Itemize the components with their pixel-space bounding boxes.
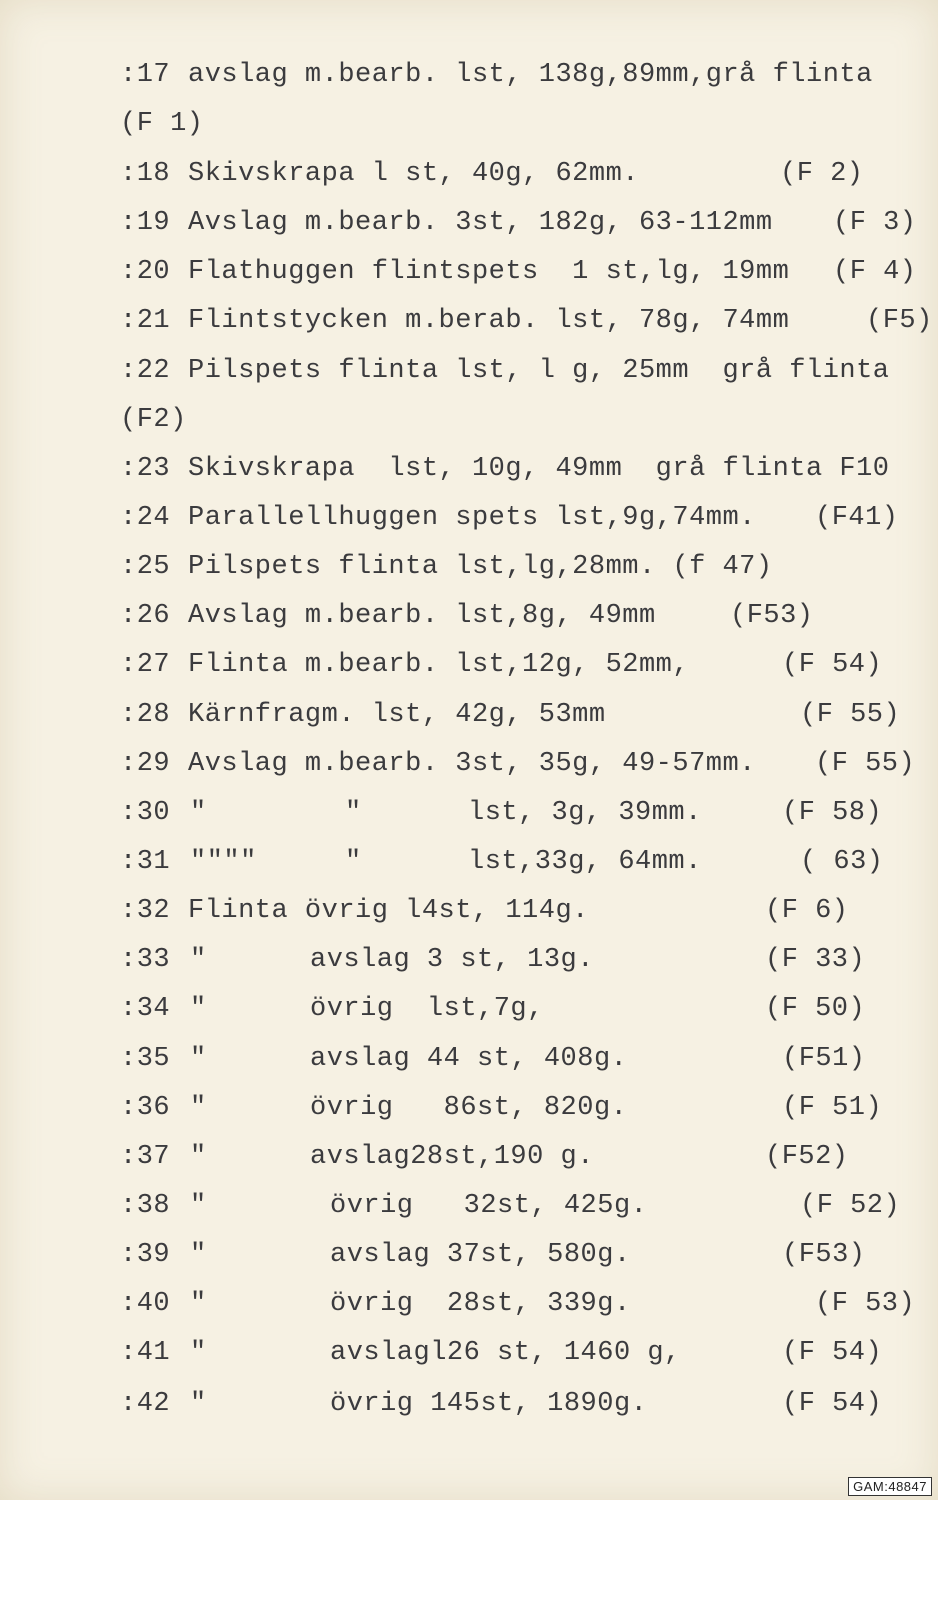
list-item: [0, 1137, 849, 1177]
find-tag: (F 54): [782, 650, 883, 680]
list-item: [0, 498, 899, 538]
item-number: :32: [120, 896, 171, 926]
find-tag: (F 52): [800, 1191, 901, 1221]
item-number: :42: [120, 1389, 171, 1419]
list-item: [0, 793, 883, 833]
item-number: :34: [120, 994, 171, 1024]
item-text: Flinta m.bearb. lst,12g, 52mm,: [188, 650, 690, 680]
item-text: Avslag m.bearb. lst,8g, 49mm: [188, 601, 656, 631]
item-text: lst, 3g, 39mm.: [468, 798, 702, 828]
archive-stamp: GAM:48847: [848, 1477, 932, 1496]
list-item: [0, 252, 917, 292]
item-text: övrig 28st, 339g.: [330, 1289, 631, 1319]
find-tag: (F41): [815, 503, 899, 533]
item-text: övrig 86st, 820g.: [310, 1093, 628, 1123]
list-item: [0, 351, 890, 391]
ditto-mark: ": [190, 1240, 207, 1270]
item-number: :33: [120, 945, 171, 975]
list-item: [0, 1039, 866, 1079]
item-number: :18: [120, 159, 171, 189]
find-tag: (F 55): [800, 700, 901, 730]
ditto-mark: ": [345, 847, 362, 877]
item-text: Kärnfragm. lst, 42g, 53mm: [188, 700, 606, 730]
ditto-mark: ": [190, 798, 207, 828]
find-tag: (F53): [782, 1240, 866, 1270]
item-number: :38: [120, 1191, 171, 1221]
find-tag: ( 63): [800, 847, 884, 877]
ditto-mark: ": [190, 994, 207, 1024]
find-tag: (F 53): [815, 1289, 916, 1319]
item-text: Skivskrapa lst, 10g, 49mm grå flinta F10: [188, 454, 890, 484]
find-tag: (F 58): [782, 798, 883, 828]
item-number: :17: [120, 60, 171, 90]
list-item: [0, 596, 814, 636]
item-number: :25: [120, 552, 171, 582]
item-text: avslag 3 st, 13g.: [310, 945, 594, 975]
list-item: [0, 1333, 883, 1373]
item-number: :19: [120, 208, 171, 238]
item-text: övrig 145st, 1890g.: [330, 1389, 648, 1419]
item-number: :29: [120, 749, 171, 779]
item-text: avslag 37st, 580g.: [330, 1240, 631, 1270]
find-tag: (F 4): [833, 257, 917, 287]
ditto-mark: """": [190, 847, 257, 877]
list-item: [0, 301, 933, 341]
find-tag: (F 54): [782, 1338, 883, 1368]
item-text: övrig lst,7g,: [310, 994, 544, 1024]
find-tag: (F51): [782, 1044, 866, 1074]
ditto-mark: ": [190, 1044, 207, 1074]
list-item: [0, 55, 873, 95]
item-text: Flinta övrig l4st, 114g.: [188, 896, 589, 926]
item-text: Pilspets flinta lst,lg,28mm. (f 47): [188, 552, 773, 582]
find-tag: (F53): [730, 601, 814, 631]
list-item: [0, 1384, 883, 1424]
item-text: lst,33g, 64mm.: [468, 847, 702, 877]
list-item: [0, 1284, 916, 1324]
list-item: [0, 1186, 901, 1226]
find-tag: (F 2): [780, 159, 864, 189]
item-text: Flathuggen flintspets 1 st,lg, 19mm: [188, 257, 790, 287]
item-text: Avslag m.bearb. 3st, 182g, 63-112mm: [188, 208, 773, 238]
ditto-mark: ": [190, 1389, 207, 1419]
ditto-mark: ": [190, 1191, 207, 1221]
item-number: :26: [120, 601, 171, 631]
item-text: avslag28st,190 g.: [310, 1142, 594, 1172]
list-item: [0, 695, 901, 735]
ditto-mark: ": [190, 1093, 207, 1123]
find-tag: (F 51): [782, 1093, 883, 1123]
list-item: [0, 842, 884, 882]
list-item: [0, 989, 866, 1029]
list-item: [0, 891, 849, 931]
find-tag: (F 55): [815, 749, 916, 779]
find-tag: (F5): [866, 306, 933, 336]
list-item: [0, 940, 866, 980]
find-tag: (F 54): [782, 1389, 883, 1419]
item-number: :39: [120, 1240, 171, 1270]
list-item: [0, 1235, 866, 1275]
item-number: :20: [120, 257, 171, 287]
list-item: [0, 154, 864, 194]
list-item: [0, 104, 204, 144]
item-number: :37: [120, 1142, 171, 1172]
ditto-mark: ": [345, 798, 362, 828]
item-number: :30: [120, 798, 171, 828]
item-text: avslag m.bearb. lst, 138g,89mm,grå flinta: [188, 60, 873, 90]
item-text: (F 1): [120, 109, 204, 139]
list-item: [0, 744, 916, 784]
item-text: avslag 44 st, 408g.: [310, 1044, 628, 1074]
item-text: Pilspets flinta lst, l g, 25mm grå flinta: [188, 356, 890, 386]
item-number: :21: [120, 306, 171, 336]
list-item: [0, 203, 917, 243]
item-text: övrig 32st, 425g.: [330, 1191, 648, 1221]
find-tag: (F52): [765, 1142, 849, 1172]
list-item: [0, 547, 773, 587]
find-tag: (F 50): [765, 994, 866, 1024]
item-number: :40: [120, 1289, 171, 1319]
item-text: Skivskrapa l st, 40g, 62mm.: [188, 159, 639, 189]
list-item: [0, 400, 187, 440]
item-number: :28: [120, 700, 171, 730]
item-text: Flintstycken m.berab. lst, 78g, 74mm: [188, 306, 790, 336]
item-text: Parallellhuggen spets lst,9g,74mm.: [188, 503, 756, 533]
item-number: :22: [120, 356, 171, 386]
item-number: :27: [120, 650, 171, 680]
item-number: :23: [120, 454, 171, 484]
list-item: [0, 1088, 883, 1128]
ditto-mark: ": [190, 945, 207, 975]
find-tag: (F 6): [765, 896, 849, 926]
list-item: [0, 449, 890, 489]
item-text: (F2): [120, 405, 187, 435]
item-text: avslagl26 st, 1460 g,: [330, 1338, 681, 1368]
item-number: :41: [120, 1338, 171, 1368]
find-tag: (F 33): [765, 945, 866, 975]
item-number: :36: [120, 1093, 171, 1123]
item-text: Avslag m.bearb. 3st, 35g, 49-57mm.: [188, 749, 756, 779]
item-number: :35: [120, 1044, 171, 1074]
find-tag: (F 3): [833, 208, 917, 238]
list-item: [0, 645, 883, 685]
ditto-mark: ": [190, 1142, 207, 1172]
ditto-mark: ": [190, 1289, 207, 1319]
ditto-mark: ": [190, 1338, 207, 1368]
item-number: :24: [120, 503, 171, 533]
item-number: :31: [120, 847, 171, 877]
